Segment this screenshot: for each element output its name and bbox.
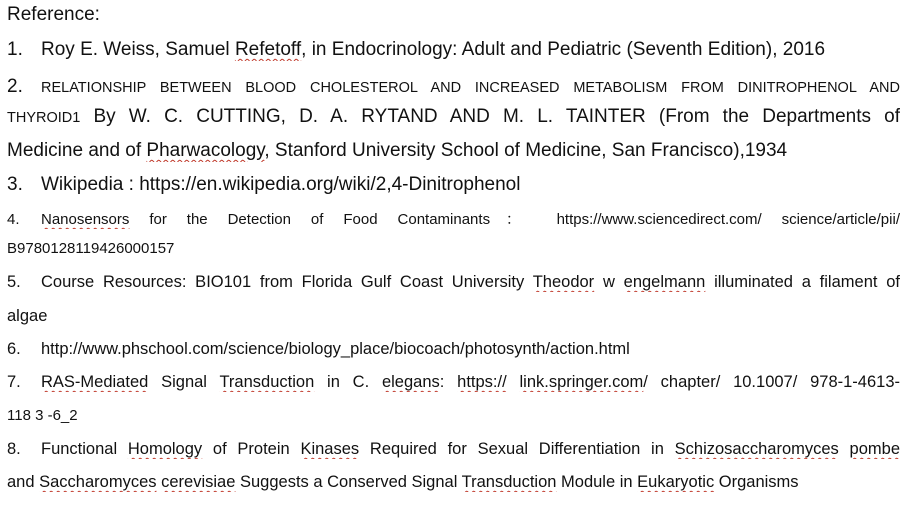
reference-item-6	[7, 340, 900, 359]
ref-text: By W. C. CUTTING, D. A. RYTAND AND M. L. TAINTER (From the Departments of	[80, 106, 900, 127]
ref-text: http://www.phschool.com/science/biology_place/biocoach/photosynth/action.html	[41, 340, 630, 358]
ref-text: THYROID1	[7, 110, 81, 126]
ref-number: 2.	[7, 76, 23, 97]
reference-item-5-line-2: algae	[7, 307, 48, 325]
reference-item-8-line-2	[7, 473, 900, 492]
spellcheck-word: cerevisiae	[161, 473, 236, 491]
ref-text: / chapter/ 10.1007/ 978-1-4613-	[643, 373, 900, 391]
ref-text	[839, 440, 850, 458]
ref-text: for the Detection of Food Contaminants： https://www.sciencedirect.com/ science/article/pii/	[129, 211, 900, 228]
spellcheck-word: Refetoff	[234, 39, 302, 60]
ref-text: Signal	[148, 373, 220, 391]
spellcheck-word: Pharwacology	[146, 140, 265, 161]
reference-item-8-line-1	[7, 440, 900, 459]
ref-number: 1.	[7, 39, 23, 60]
spellcheck-word: link.springer.com	[519, 373, 644, 391]
spellcheck-word: Nanosensors	[41, 211, 130, 228]
spellcheck-word: RAS-Mediated	[41, 373, 149, 391]
ref-text: Course Resources: BIO101 from Florida Gulf Coast University	[41, 273, 533, 291]
ref-number: 4.	[7, 211, 20, 228]
reference-heading: Reference:	[7, 4, 100, 25]
ref-text: of Protein	[202, 440, 301, 458]
ref-text: w	[594, 273, 624, 291]
reference-item-2-line-3	[7, 140, 900, 162]
ref-text	[507, 373, 520, 391]
ref-text: :	[439, 373, 458, 391]
spellcheck-word: Eukaryotic	[637, 473, 715, 491]
reference-item-4-line-1	[7, 208, 900, 229]
reference-item-2-line-1	[7, 76, 900, 98]
reference-item-1	[7, 39, 900, 61]
reference-item-5-line-1	[7, 273, 900, 292]
spellcheck-word: engelmann	[623, 273, 706, 291]
spellcheck-word: Homology	[127, 440, 203, 458]
ref-number: 3.	[7, 174, 23, 195]
ref-number: 6.	[7, 340, 21, 358]
ref-text: Organisms	[714, 473, 799, 491]
ref-text: illuminated a filament of	[705, 273, 900, 291]
ref-text: Roy E. Weiss, Samuel	[41, 39, 235, 60]
ref-text: , Stanford University School of Medicine, San Francisco),1934	[264, 140, 788, 161]
ref-text: Medicine and of	[7, 140, 147, 161]
reference-item-4-line-2: B9780128119426000157	[7, 240, 175, 257]
reference-item-3	[7, 174, 900, 196]
spellcheck-word: https://	[457, 373, 507, 391]
reference-item-7-line-1	[7, 373, 900, 392]
ref-text: Required for Sexual Differentiation in	[359, 440, 675, 458]
ref-number: 7.	[7, 373, 21, 391]
ref-text: Module in	[556, 473, 638, 491]
ref-text: Wikipedia : https://en.wikipedia.org/wiki/2,4-Dinitrophenol	[41, 174, 521, 195]
spellcheck-word: Kinases	[300, 440, 360, 458]
spellcheck-word: Schizosaccharomyces	[674, 440, 839, 458]
ref-text: in C.	[314, 373, 382, 391]
ref-text: , in Endocrinology: Adult and Pediatric (Seventh Edition), 2016	[301, 39, 826, 60]
spellcheck-word: elegans	[381, 373, 440, 391]
reference-item-7-line-2: 118 3 -6_2	[7, 407, 78, 424]
spellcheck-word: Saccharomyces	[39, 473, 157, 491]
ref-text: and	[7, 473, 40, 491]
ref-text: Suggests a Conserved Signal	[235, 473, 462, 491]
ref-text: RELATIONSHIP BETWEEN BLOOD CHOLESTEROL AND INCREASED METABOLISM FROM DINITROPHENOL AND	[41, 80, 900, 96]
spellcheck-word: Transduction	[219, 373, 315, 391]
ref-number: 5.	[7, 273, 21, 291]
spellcheck-word: pombe	[849, 440, 900, 458]
ref-text: Functional	[41, 440, 128, 458]
spellcheck-word: Transduction	[461, 473, 557, 491]
spellcheck-word: Theodor	[532, 273, 595, 291]
ref-number: 8.	[7, 440, 21, 458]
reference-item-2-line-2	[7, 106, 900, 128]
